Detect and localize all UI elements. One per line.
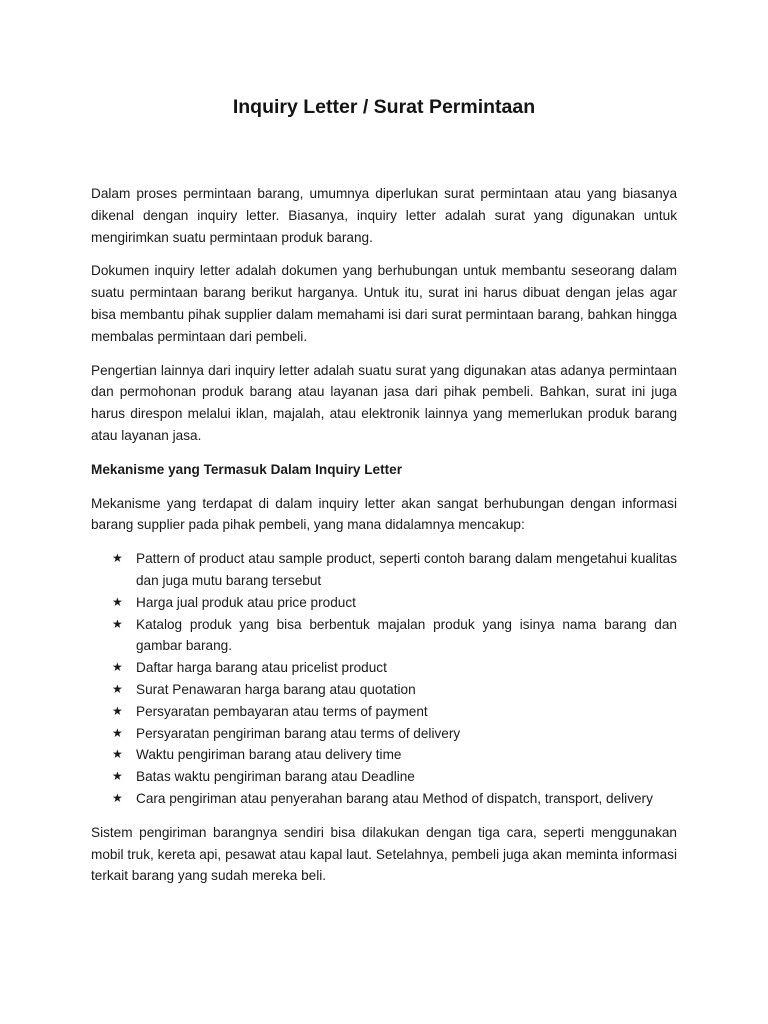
- list-item: [91, 766, 677, 788]
- star-icon: ★: [112, 769, 123, 784]
- list-item: [91, 614, 677, 658]
- document-title: Inquiry Letter / Surat Permintaan: [232, 96, 536, 118]
- star-icon: ★: [112, 725, 123, 740]
- list-item: [91, 723, 677, 745]
- list-item-text: Daftar harga barang atau pricelist product: [136, 660, 387, 676]
- list-item-text: Pattern of product atau sample product, seperti contoh barang dalam mengetahui kualitas dan juga mutu barang tersebut: [136, 551, 677, 588]
- star-icon: ★: [112, 681, 123, 696]
- list-item: [91, 744, 677, 766]
- star-icon: ★: [112, 790, 123, 805]
- list-item: [91, 592, 677, 614]
- list-item-text: Persyaratan pembayaran atau terms of payment: [136, 703, 428, 719]
- list-item-text: Harga jual produk atau price product: [136, 594, 356, 610]
- document-body: [91, 183, 677, 899]
- list-item-text: Batas waktu pengiriman barang atau Deadline: [136, 769, 415, 785]
- list-item-text: Surat Penawaran harga barang atau quotation: [136, 681, 416, 697]
- star-icon: ★: [112, 551, 123, 566]
- list-item-text: Katalog produk yang bisa berbentuk majalan produk yang isinya nama barang dan gambar barang.: [136, 616, 677, 654]
- list-item-text: Waktu pengiriman barang atau delivery time: [136, 747, 402, 763]
- section-intro: Mekanisme yang terdapat di dalam inquiry letter akan sangat berhubungan dengan informasi barang supplier pada pihak pembeli, yang mana didalamnya mencakup:: [91, 495, 677, 533]
- list-item: [91, 679, 677, 701]
- list-item: [91, 657, 677, 679]
- star-icon: ★: [112, 747, 123, 762]
- closing-paragraph: Sistem pengiriman barangnya sendiri bisa dilakukan dengan tiga cara, seperti menggunakan mobil truk, kereta api, pesawat atau kapal laut. Setelahnya, pembeli juga akan meminta informasi terkait barang yang sudah mereka beli.: [91, 824, 677, 884]
- star-icon: ★: [112, 594, 123, 609]
- paragraph: Dokumen inquiry letter adalah dokumen yang berhubungan untuk membantu seseorang dalam suatu permintaan barang berikut harganya. Untuk itu, surat ini harus dibuat dengan jelas agar bisa membantu pihak supplier dalam memahami isi dari surat permintaan barang, bahkan hingga membalas permintaan dari pembeli.: [91, 263, 677, 344]
- list-item-text: Persyaratan pengiriman barang atau terms of delivery: [136, 725, 461, 741]
- list-item: [91, 701, 677, 723]
- list-item-text: Cara pengiriman atau penyerahan barang atau Method of dispatch, transport, delivery: [136, 790, 653, 806]
- star-icon: ★: [112, 660, 123, 675]
- bullet-list: [91, 548, 677, 810]
- section-heading: Mekanisme yang Termasuk Dalam Inquiry Letter: [91, 461, 403, 477]
- star-icon: ★: [112, 703, 123, 718]
- star-icon: ★: [112, 616, 123, 631]
- list-item: [91, 548, 677, 592]
- paragraph: Dalam proses permintaan barang, umumnya diperlukan surat permintaan atau yang biasanya dikenal dengan inquiry letter. Biasanya, inquiry letter adalah surat yang digunakan untuk mengirimkan suatu permintaan produk barang.: [91, 186, 677, 245]
- list-item: [91, 788, 677, 810]
- paragraph: Pengertian lainnya dari inquiry letter adalah suatu surat yang digunakan atas adanya permintaan dan permohonan produk barang atau layanan jasa dari pihak pembeli. Bahkan, surat ini juga harus direspon melalui iklan, majalah, atau elektronik lainnya yang memerlukan produk barang atau layanan jasa.: [91, 362, 677, 443]
